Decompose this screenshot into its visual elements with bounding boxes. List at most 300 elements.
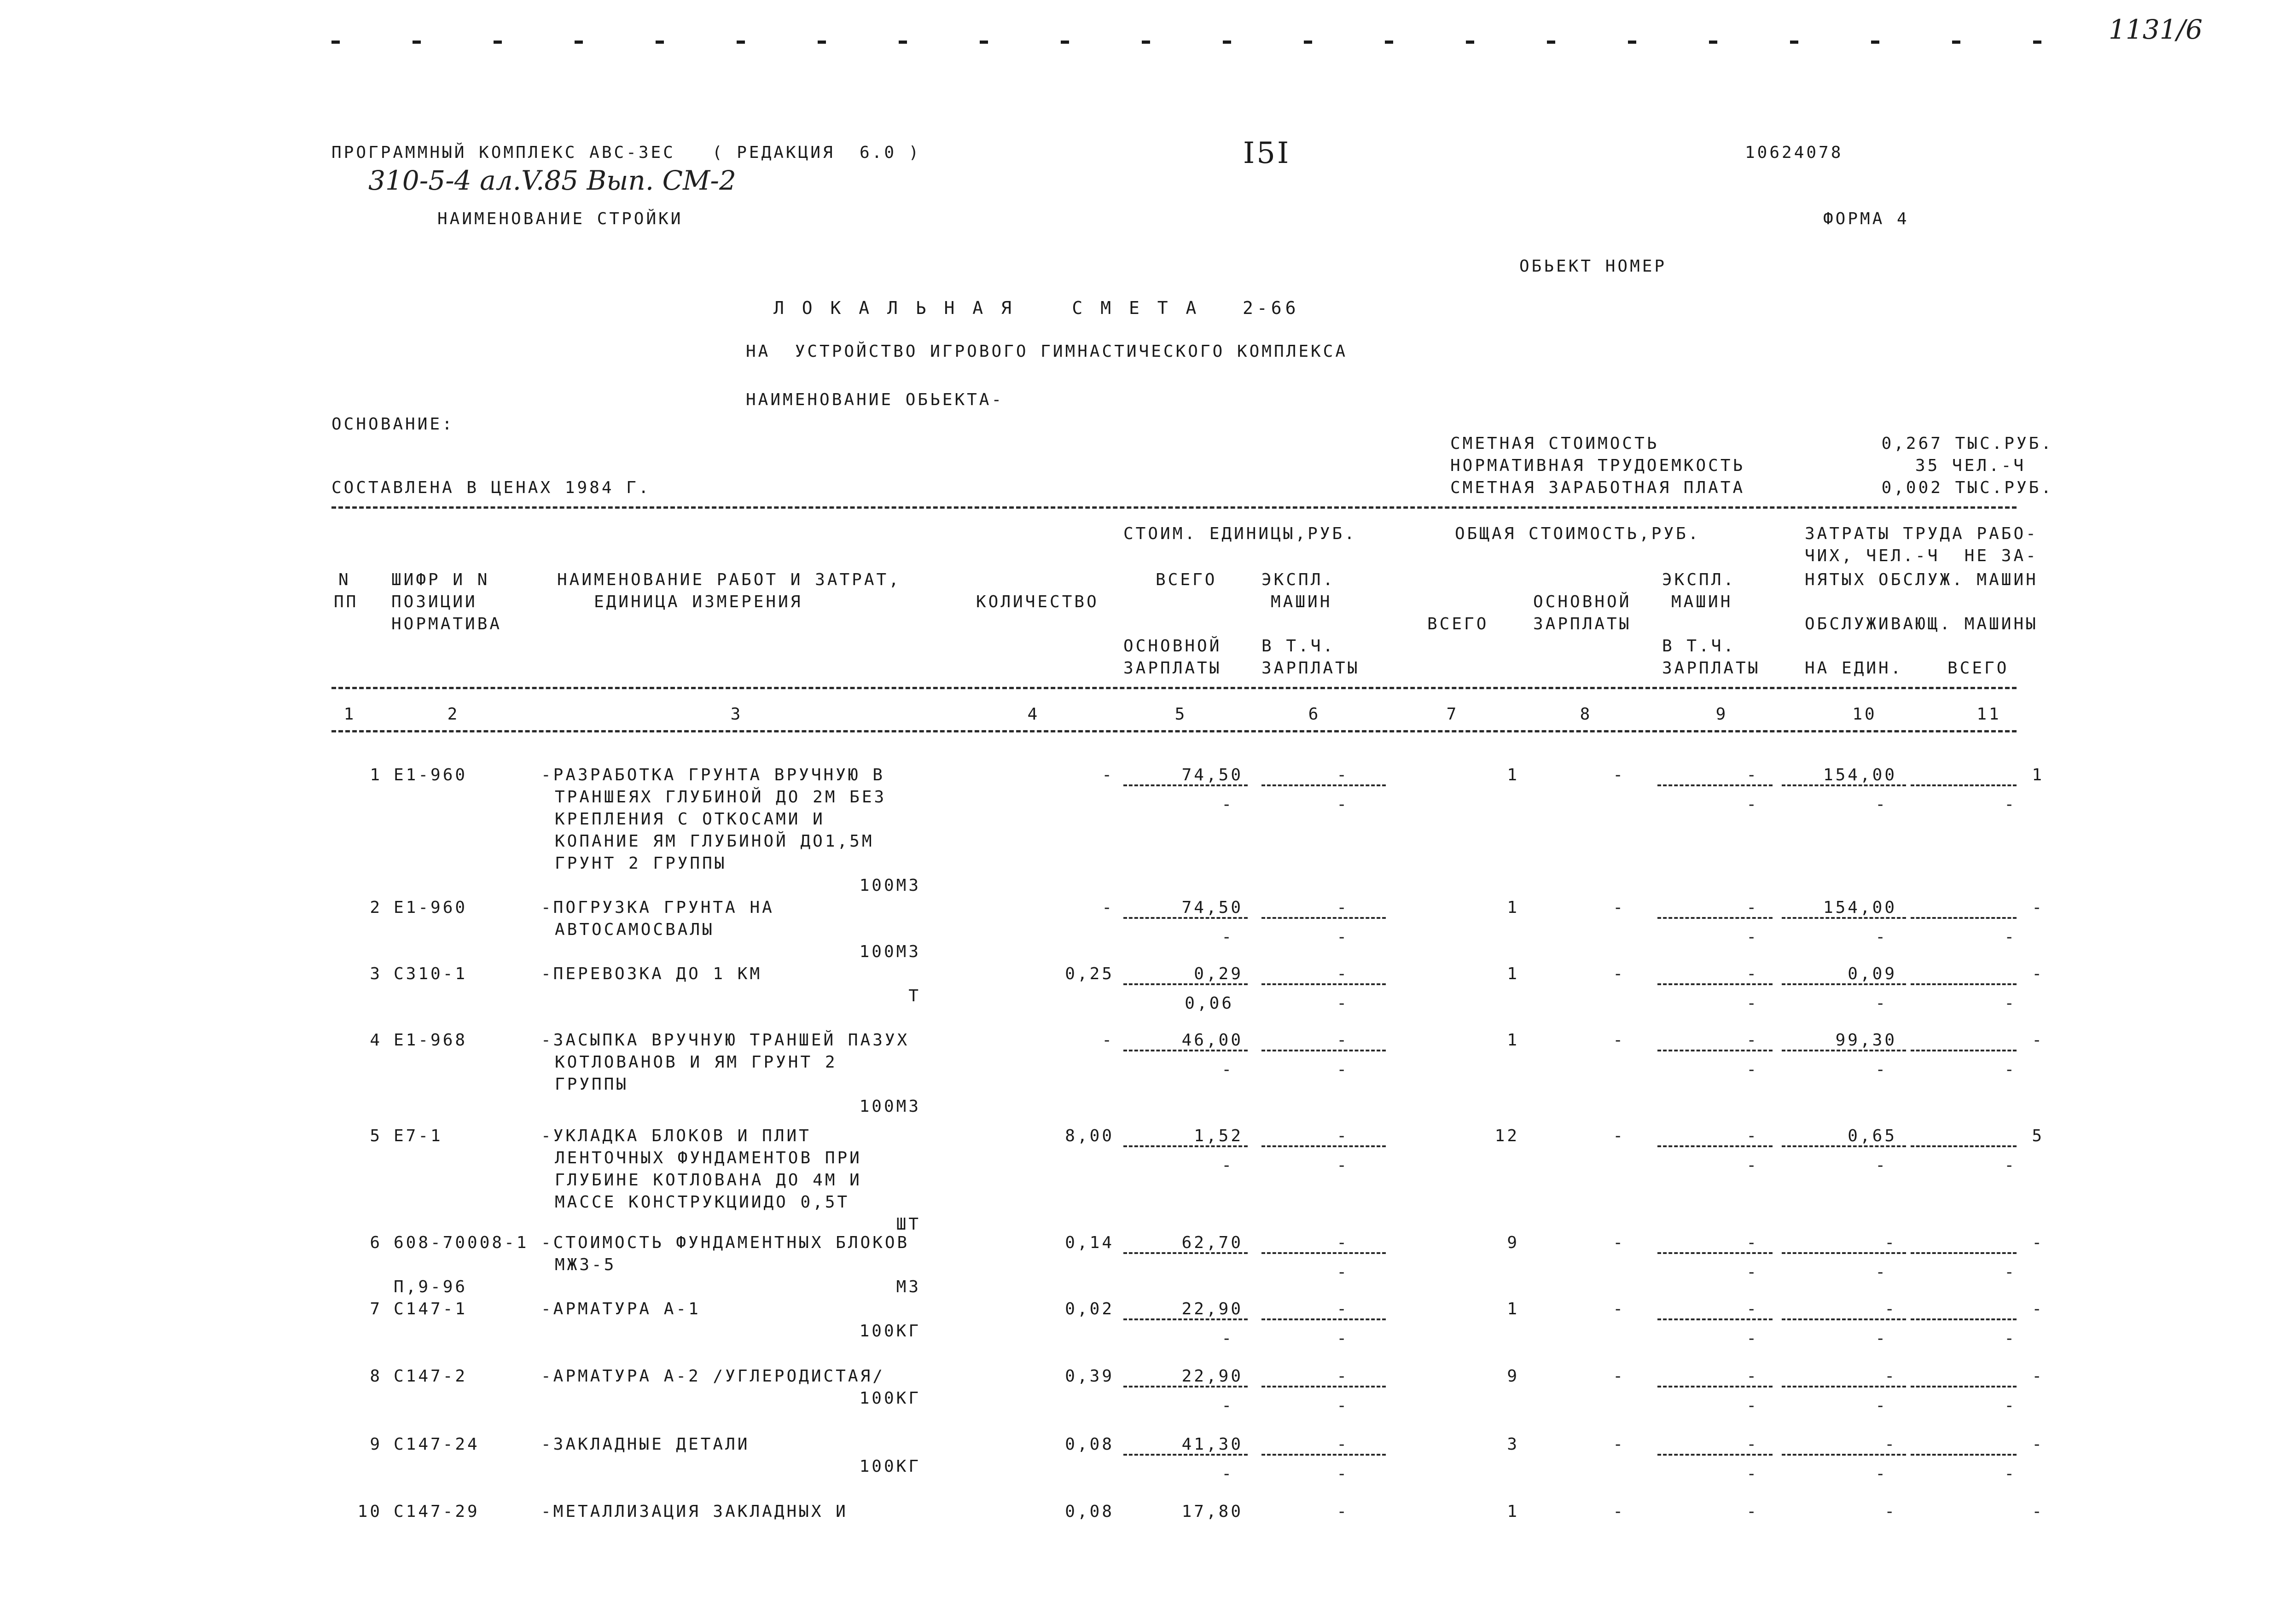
basis-label: ОСНОВАНИЕ: xyxy=(331,415,454,434)
row-c6: - xyxy=(1337,1435,1349,1454)
cell-separator xyxy=(1261,983,1386,985)
row-unit: 100КГ xyxy=(859,1457,921,1476)
row-c9-sub: - xyxy=(1746,1060,1759,1079)
cell-separator xyxy=(1782,1386,1906,1388)
cell-separator xyxy=(1123,784,1248,786)
cell-separator xyxy=(1911,983,2017,985)
row-c5: 46,00 xyxy=(1181,1031,1243,1050)
cell-separator xyxy=(1911,1252,2017,1254)
total-all-header: ВСЕГО xyxy=(1427,615,1489,633)
row-c9: - xyxy=(1746,766,1759,784)
row-name-line: КОПАНИЕ ЯМ ГЛУБИНОЙ ДО1,5М xyxy=(555,832,874,851)
row-c7: 1 xyxy=(1507,1300,1519,1318)
cell-separator xyxy=(1782,1318,1906,1320)
perforation-dash xyxy=(899,41,907,44)
cell-separator xyxy=(1782,917,1906,919)
row-c7: 9 xyxy=(1507,1367,1519,1386)
row-c9-sub: - xyxy=(1746,928,1759,946)
row-c11-sub: - xyxy=(2004,1329,2017,1348)
row-unit: 100М3 xyxy=(859,942,921,961)
row-number: 7 xyxy=(370,1300,382,1318)
labor-total-header: ВСЕГО xyxy=(1947,659,2009,678)
summary-labor-label: НОРМАТИВНАЯ ТРУДОЕМКОСТЬ xyxy=(1450,456,1745,475)
row-quantity: 0,25 xyxy=(1065,964,1114,983)
row-c7: 1 xyxy=(1507,898,1519,917)
perforation-dash xyxy=(1871,41,1879,44)
cell-separator xyxy=(1123,983,1248,985)
row-c11-sub: - xyxy=(2004,1060,2017,1079)
row-c8: - xyxy=(1613,898,1625,917)
row-number: 2 xyxy=(370,898,382,917)
row-name-line: КРЕПЛЕНИЯ С ОТКОСАМИ И xyxy=(555,810,825,829)
row-c7: 1 xyxy=(1507,1502,1519,1521)
row-c8: - xyxy=(1613,964,1625,983)
row-quantity: 0,14 xyxy=(1065,1233,1114,1252)
cell-separator xyxy=(1123,1318,1248,1320)
perforation-dash xyxy=(1709,41,1717,44)
cell-separator xyxy=(1261,1386,1386,1388)
row-unit: ШТ xyxy=(896,1215,921,1234)
row-quantity: 0,02 xyxy=(1065,1300,1114,1318)
row-c11: - xyxy=(2032,1435,2044,1454)
row-c10-sub: - xyxy=(1875,1464,1888,1483)
row-c9: - xyxy=(1746,1300,1759,1318)
row-quantity: - xyxy=(1102,1031,1114,1050)
row-name-line: ТРАНШЕЯХ ГЛУБИНОЙ ДО 2М БЕЗ xyxy=(555,788,887,807)
row-code: Е7-1 xyxy=(394,1126,443,1145)
cell-separator xyxy=(1657,1454,1773,1456)
column-number: 7 xyxy=(1446,705,1459,724)
cell-separator xyxy=(1782,983,1906,985)
row-name-line: -АРМАТУРА А-2 /УГЛЕРОДИСТАЯ/ xyxy=(541,1367,885,1386)
cell-separator xyxy=(1657,1386,1773,1388)
cell-separator xyxy=(1657,1145,1773,1147)
cell-separator xyxy=(1911,1454,2017,1456)
column-number: 9 xyxy=(1715,705,1728,724)
cell-separator xyxy=(1261,1454,1386,1456)
row-code: С310-1 xyxy=(394,964,468,983)
row-c10-sub: - xyxy=(1875,1263,1888,1282)
row-c11-sub: - xyxy=(2004,1464,2017,1483)
column-number: 6 xyxy=(1308,705,1321,724)
column-number: 3 xyxy=(730,705,743,724)
row-c6: - xyxy=(1337,1233,1349,1252)
cell-separator xyxy=(1911,1145,2017,1147)
row-c10-sub: - xyxy=(1875,928,1888,946)
row-c8: - xyxy=(1613,1502,1625,1521)
form-label: ФОРМА 4 xyxy=(1823,209,1909,228)
row-c9-sub: - xyxy=(1746,994,1759,1013)
row-c6: - xyxy=(1337,964,1349,983)
total-machines-header-2: МАШИН xyxy=(1671,592,1733,611)
page-number: I5I xyxy=(1243,136,1291,170)
row-c10-sub: - xyxy=(1875,1329,1888,1348)
col-name-header: НАИМЕНОВАНИЕ РАБОТ И ЗАТРАТ, xyxy=(557,570,901,589)
program-title: ПРОГРАММНЫЙ КОМПЛЕКС АВС-ЗЕС ( РЕДАКЦИЯ 6.0 ) xyxy=(331,143,921,162)
cell-separator xyxy=(1911,784,2017,786)
row-c6-sub: - xyxy=(1337,1464,1349,1483)
row-c5-sub: - xyxy=(1221,1329,1234,1348)
object-name-label: НАИМЕНОВАНИЕ ОБЬЕКТА- xyxy=(746,390,1004,409)
row-c10-sub: - xyxy=(1875,1060,1888,1079)
cell-separator xyxy=(1123,917,1248,919)
row-c11-sub: - xyxy=(2004,795,2017,814)
cell-separator xyxy=(1261,1050,1386,1051)
row-quantity: 8,00 xyxy=(1065,1126,1114,1145)
cell-separator xyxy=(1123,1252,1248,1254)
row-c8: - xyxy=(1613,1300,1625,1318)
summary-wage-value: 0,002 ТЫС.РУБ. xyxy=(1881,478,2053,497)
row-quantity: 0,08 xyxy=(1065,1435,1114,1454)
row-c10: - xyxy=(1884,1435,1897,1454)
row-c10-sub: - xyxy=(1875,1396,1888,1415)
row-c5-sub: - xyxy=(1221,928,1234,946)
construction-label: НАИМЕНОВАНИЕ СТРОЙКИ xyxy=(437,209,683,228)
column-number: 8 xyxy=(1580,705,1593,724)
row-c10: - xyxy=(1884,1233,1897,1252)
row-c9-sub: - xyxy=(1746,1329,1759,1348)
row-c5: 74,50 xyxy=(1181,766,1243,784)
perforation-dash xyxy=(1142,41,1150,44)
row-c8: - xyxy=(1613,1126,1625,1145)
row-c10: 154,00 xyxy=(1823,766,1897,784)
row-c5: 0,29 xyxy=(1194,964,1243,983)
perforation-dash xyxy=(575,41,583,44)
row-c9: - xyxy=(1746,1031,1759,1050)
row-c7: 9 xyxy=(1507,1233,1519,1252)
row-name-line: -МЕТАЛЛИЗАЦИЯ ЗАКЛАДНЫХ И xyxy=(541,1502,848,1521)
row-c11: - xyxy=(2032,964,2044,983)
perforation-dash xyxy=(1304,41,1312,44)
row-code: С147-24 xyxy=(394,1435,480,1454)
perforation-dash xyxy=(1466,41,1474,44)
labor-group-header-2: ЧИХ, ЧЕЛ.-Ч НЕ ЗА- xyxy=(1805,546,2038,565)
row-c6: - xyxy=(1337,1367,1349,1386)
row-name-line: -РАЗРАБОТКА ГРУНТА ВРУЧНУЮ В xyxy=(541,766,885,784)
row-unit: М3 xyxy=(896,1277,921,1296)
row-number: 5 xyxy=(370,1126,382,1145)
cell-separator xyxy=(1657,917,1773,919)
row-c5: 62,70 xyxy=(1181,1233,1243,1252)
row-c6: - xyxy=(1337,1502,1349,1521)
perforation-dash xyxy=(331,41,340,44)
row-c5: 74,50 xyxy=(1181,898,1243,917)
labor-group-header: ЗАТРАТЫ ТРУДА РАБО- xyxy=(1805,524,2038,543)
summary-labor-value: 35 ЧЕЛ.-Ч xyxy=(1915,456,2026,475)
row-code: С147-1 xyxy=(394,1300,468,1318)
row-c11: - xyxy=(2032,1300,2044,1318)
row-name-line: -ЗАКЛАДНЫЕ ДЕТАЛИ xyxy=(541,1435,750,1454)
row-c9-sub: - xyxy=(1746,1156,1759,1175)
cell-separator xyxy=(1657,983,1773,985)
header-rule-bottom xyxy=(331,730,2017,732)
column-number: 5 xyxy=(1174,705,1187,724)
unit-machines-header: ЭКСПЛ. xyxy=(1261,570,1336,589)
row-number: 4 xyxy=(370,1031,382,1050)
row-c5-sub: - xyxy=(1221,795,1234,814)
row-code: С147-29 xyxy=(394,1502,480,1521)
total-incl-header: В Т.Ч. xyxy=(1662,637,1736,656)
cell-separator xyxy=(1657,1252,1773,1254)
row-c7: 12 xyxy=(1494,1126,1519,1145)
cell-separator xyxy=(1911,917,2017,919)
row-c11-sub: - xyxy=(2004,1263,2017,1282)
perforation-dash xyxy=(1628,41,1636,44)
row-c6: - xyxy=(1337,898,1349,917)
row-c11: - xyxy=(2032,1367,2044,1386)
row-c10: 154,00 xyxy=(1823,898,1897,917)
row-c8: - xyxy=(1613,1367,1625,1386)
row-name-line: ГРУППЫ xyxy=(555,1075,629,1094)
row-c6: - xyxy=(1337,1126,1349,1145)
unit-cost-group-header: СТОИМ. ЕДИНИЦЫ,РУБ. xyxy=(1123,524,1357,543)
row-c6-sub: - xyxy=(1337,994,1349,1013)
unit-incl-header: В Т.Ч. xyxy=(1261,637,1336,656)
row-c8: - xyxy=(1613,1031,1625,1050)
perforation-dash xyxy=(980,41,988,44)
row-c10-sub: - xyxy=(1875,1156,1888,1175)
row-c11: - xyxy=(2032,1502,2044,1521)
row-quantity: - xyxy=(1102,898,1114,917)
object-number-label: ОБЬЕКТ НОМЕР xyxy=(1519,257,1667,276)
cell-separator xyxy=(1123,1454,1248,1456)
row-c11-sub: - xyxy=(2004,1396,2017,1415)
col-code-header: ШИФР И N xyxy=(391,570,490,589)
total-wage-header: ОСНОВНОЙ xyxy=(1533,592,1632,611)
row-c9-sub: - xyxy=(1746,1263,1759,1282)
row-c9-sub: - xyxy=(1746,1464,1759,1483)
row-c10: 0,65 xyxy=(1848,1126,1897,1145)
perforation-dash xyxy=(1547,41,1555,44)
row-name-line: -ПОГРУЗКА ГРУНТА НА xyxy=(541,898,774,917)
row-number: 8 xyxy=(370,1367,382,1386)
row-c5-sub: - xyxy=(1221,1060,1234,1079)
row-unit: 100М3 xyxy=(859,876,921,895)
handwritten-page-number: 1131/6 xyxy=(2109,14,2203,45)
total-incl-header-2: ЗАРПЛАТЫ xyxy=(1662,659,1761,678)
document-code: 10624078 xyxy=(1745,143,1843,162)
row-c8: - xyxy=(1613,1233,1625,1252)
perforation-dash xyxy=(1061,41,1069,44)
unit-incl-header-2: ЗАРПЛАТЫ xyxy=(1261,659,1360,678)
row-c11: - xyxy=(2032,1233,2044,1252)
row-name-line: ЛЕНТОЧНЫХ ФУНДАМЕНТОВ ПРИ xyxy=(555,1149,862,1167)
labor-group-header-3: НЯТЫХ ОБСЛУЖ. МАШИН xyxy=(1805,570,2038,589)
unit-machines-header-2: МАШИН xyxy=(1271,592,1332,611)
row-c10: - xyxy=(1884,1300,1897,1318)
row-c6: - xyxy=(1337,1300,1349,1318)
row-name-line: МЖЗ-5 xyxy=(555,1255,616,1274)
row-c9-sub: - xyxy=(1746,795,1759,814)
row-c5-sub: - xyxy=(1221,1396,1234,1415)
row-code: Е1-960 xyxy=(394,898,468,917)
row-c9-sub: - xyxy=(1746,1396,1759,1415)
cell-separator xyxy=(1261,784,1386,786)
row-unit: 100КГ xyxy=(859,1389,921,1408)
row-c5: 17,80 xyxy=(1181,1502,1243,1521)
perforation-dash xyxy=(1790,41,1798,44)
perforation-dash xyxy=(413,41,421,44)
row-c10-sub: - xyxy=(1875,795,1888,814)
perforation-dash xyxy=(737,41,745,44)
row-c9: - xyxy=(1746,964,1759,983)
cell-separator xyxy=(1123,1386,1248,1388)
row-c11: 1 xyxy=(2032,766,2044,784)
row-c11-sub: - xyxy=(2004,928,2017,946)
perforation-dash xyxy=(2033,41,2041,44)
row-number: 10 xyxy=(357,1502,382,1521)
unit-total-header: ВСЕГО xyxy=(1156,570,1217,589)
row-c7: 1 xyxy=(1507,964,1519,983)
summary-cost-label: СМЕТНАЯ СТОИМОСТЬ xyxy=(1450,434,1659,453)
col-code-header-2: ПОЗИЦИИ xyxy=(391,592,477,611)
row-c6-sub: - xyxy=(1337,1263,1349,1282)
row-unit: 100М3 xyxy=(859,1097,921,1116)
cell-separator xyxy=(1782,784,1906,786)
column-number: 1 xyxy=(343,705,356,724)
perforation-dash xyxy=(656,41,664,44)
cell-separator xyxy=(1657,1050,1773,1051)
row-name-line: -ЗАСЫПКА ВРУЧНУЮ ТРАНШЕЙ ПАЗУХ xyxy=(541,1031,910,1050)
cell-separator xyxy=(1911,1318,2017,1320)
summary-cost-value: 0,267 ТЫС.РУБ. xyxy=(1881,434,2053,453)
row-c11: 5 xyxy=(2032,1126,2044,1145)
unit-wage-header-2: ЗАРПЛАТЫ xyxy=(1123,659,1222,678)
row-unit: 100КГ xyxy=(859,1322,921,1341)
row-c10: 99,30 xyxy=(1835,1031,1897,1050)
row-c9: - xyxy=(1746,1233,1759,1252)
row-c11-sub: - xyxy=(2004,994,2017,1013)
row-number: 3 xyxy=(370,964,382,983)
row-name-line: ГРУНТ 2 ГРУППЫ xyxy=(555,854,727,873)
perforation-dash xyxy=(1385,41,1393,44)
cell-separator xyxy=(1911,1386,2017,1388)
header-rule-top xyxy=(331,506,2017,509)
row-c10-sub: - xyxy=(1875,994,1888,1013)
cell-separator xyxy=(1782,1050,1906,1051)
cell-separator xyxy=(1782,1252,1906,1254)
row-c6-sub: - xyxy=(1337,1156,1349,1175)
estimate-subtitle: НА УСТРОЙСТВО ИГРОВОГО ГИМНАСТИЧЕСКОГО КОМПЛЕКСА xyxy=(746,342,1348,361)
row-unit: Т xyxy=(908,987,921,1005)
row-c6-sub: - xyxy=(1337,1396,1349,1415)
handwritten-note: 310-5-4 ал.V.85 Вып. СМ-2 xyxy=(368,165,736,196)
perforation-dash xyxy=(1223,41,1231,44)
row-code: Е1-968 xyxy=(394,1031,468,1050)
row-quantity: - xyxy=(1102,766,1114,784)
row-number: 9 xyxy=(370,1435,382,1454)
row-c6-sub: - xyxy=(1337,795,1349,814)
row-c5: 41,30 xyxy=(1181,1435,1243,1454)
row-c7: 1 xyxy=(1507,1031,1519,1050)
row-c8: - xyxy=(1613,1435,1625,1454)
row-c10: - xyxy=(1884,1502,1897,1521)
row-c9: - xyxy=(1746,898,1759,917)
row-c9: - xyxy=(1746,1435,1759,1454)
row-name-line: ГЛУБИНЕ КОТЛОВАНА ДО 4М И xyxy=(555,1171,862,1190)
row-c7: 1 xyxy=(1507,766,1519,784)
row-name-line: -УКЛАДКА БЛОКОВ И ПЛИТ xyxy=(541,1126,811,1145)
cell-separator xyxy=(1261,917,1386,919)
row-name-line: -СТОИМОСТЬ ФУНДАМЕНТНЫХ БЛОКОВ xyxy=(541,1233,910,1252)
row-code: С147-2 xyxy=(394,1367,468,1386)
column-number: 4 xyxy=(1027,705,1040,724)
row-number: 6 xyxy=(370,1233,382,1252)
row-c5: 22,90 xyxy=(1181,1367,1243,1386)
labor-sub-header: ОБСЛУЖИВАЮЩ. МАШИНЫ xyxy=(1805,615,2038,633)
perforation-dash xyxy=(494,41,502,44)
row-c10: - xyxy=(1884,1367,1897,1386)
total-wage-header-2: ЗАРПЛАТЫ xyxy=(1533,615,1632,633)
row-c8: - xyxy=(1613,766,1625,784)
header-rule-mid xyxy=(331,687,2017,689)
cell-separator xyxy=(1261,1318,1386,1320)
row-c6: - xyxy=(1337,766,1349,784)
prices-basis: СОСТАВЛЕНА В ЦЕНАХ 1984 Г. xyxy=(331,478,651,497)
row-name-line: АВТОСАМОСВАЛЫ xyxy=(555,920,715,939)
col-name-header-2: ЕДИНИЦА ИЗМЕРЕНИЯ xyxy=(594,592,803,611)
row-name-line: -ПЕРЕВОЗКА ДО 1 КМ xyxy=(541,964,762,983)
column-number: 11 xyxy=(1976,705,2001,724)
row-c11: - xyxy=(2032,898,2044,917)
cell-separator xyxy=(1123,1145,1248,1147)
cell-separator xyxy=(1123,1050,1248,1051)
row-c11-sub: - xyxy=(2004,1156,2017,1175)
cell-separator xyxy=(1657,1318,1773,1320)
col-qty-header: КОЛИЧЕСТВО xyxy=(976,592,1099,611)
row-c9: - xyxy=(1746,1367,1759,1386)
row-name-line: -АРМАТУРА А-1 xyxy=(541,1300,701,1318)
col-code-header-3: НОРМАТИВА xyxy=(391,615,502,633)
total-cost-group-header: ОБЩАЯ СТОИМОСТЬ,РУБ. xyxy=(1455,524,1701,543)
perforation-dash xyxy=(1952,41,1960,44)
row-number: 1 xyxy=(370,766,382,784)
total-machines-header: ЭКСПЛ. xyxy=(1662,570,1736,589)
row-code: 608-70008-1 xyxy=(394,1233,529,1252)
perforation-dash xyxy=(818,41,826,44)
col-n-header-2: ПП xyxy=(334,592,359,611)
row-c6-sub: - xyxy=(1337,928,1349,946)
row-c5-sub: - xyxy=(1221,1156,1234,1175)
cell-separator xyxy=(1911,1050,2017,1051)
row-c9: - xyxy=(1746,1126,1759,1145)
cell-separator xyxy=(1657,784,1773,786)
row-c7: 3 xyxy=(1507,1435,1519,1454)
row-name-line: КОТЛОВАНОВ И ЯМ ГРУНТ 2 xyxy=(555,1053,837,1072)
row-c5: 1,52 xyxy=(1194,1126,1243,1145)
unit-wage-header: ОСНОВНОЙ xyxy=(1123,637,1222,656)
estimate-title: Л О К А Л Ь Н А Я С М Е Т А 2-66 xyxy=(773,298,1300,318)
row-c10: 0,09 xyxy=(1848,964,1897,983)
col-n-header: N xyxy=(338,570,351,589)
cell-separator xyxy=(1782,1454,1906,1456)
row-code: Е1-960 xyxy=(394,766,468,784)
row-c5: 22,90 xyxy=(1181,1300,1243,1318)
row-code-extra: П,9-96 xyxy=(394,1277,468,1296)
row-c5-sub: 0,06 xyxy=(1185,994,1234,1013)
row-name-line: МАССЕ КОНСТРУКЦИИДО 0,5Т xyxy=(555,1193,850,1212)
row-quantity: 0,39 xyxy=(1065,1367,1114,1386)
row-c5-sub: - xyxy=(1221,1464,1234,1483)
summary-wage-label: СМЕТНАЯ ЗАРАБОТНАЯ ПЛАТА xyxy=(1450,478,1745,497)
row-c6: - xyxy=(1337,1031,1349,1050)
row-c6-sub: - xyxy=(1337,1329,1349,1348)
column-number: 10 xyxy=(1852,705,1877,724)
column-number: 2 xyxy=(447,705,460,724)
labor-unit-header: НА ЕДИН. xyxy=(1805,659,1903,678)
cell-separator xyxy=(1782,1145,1906,1147)
cell-separator xyxy=(1261,1252,1386,1254)
